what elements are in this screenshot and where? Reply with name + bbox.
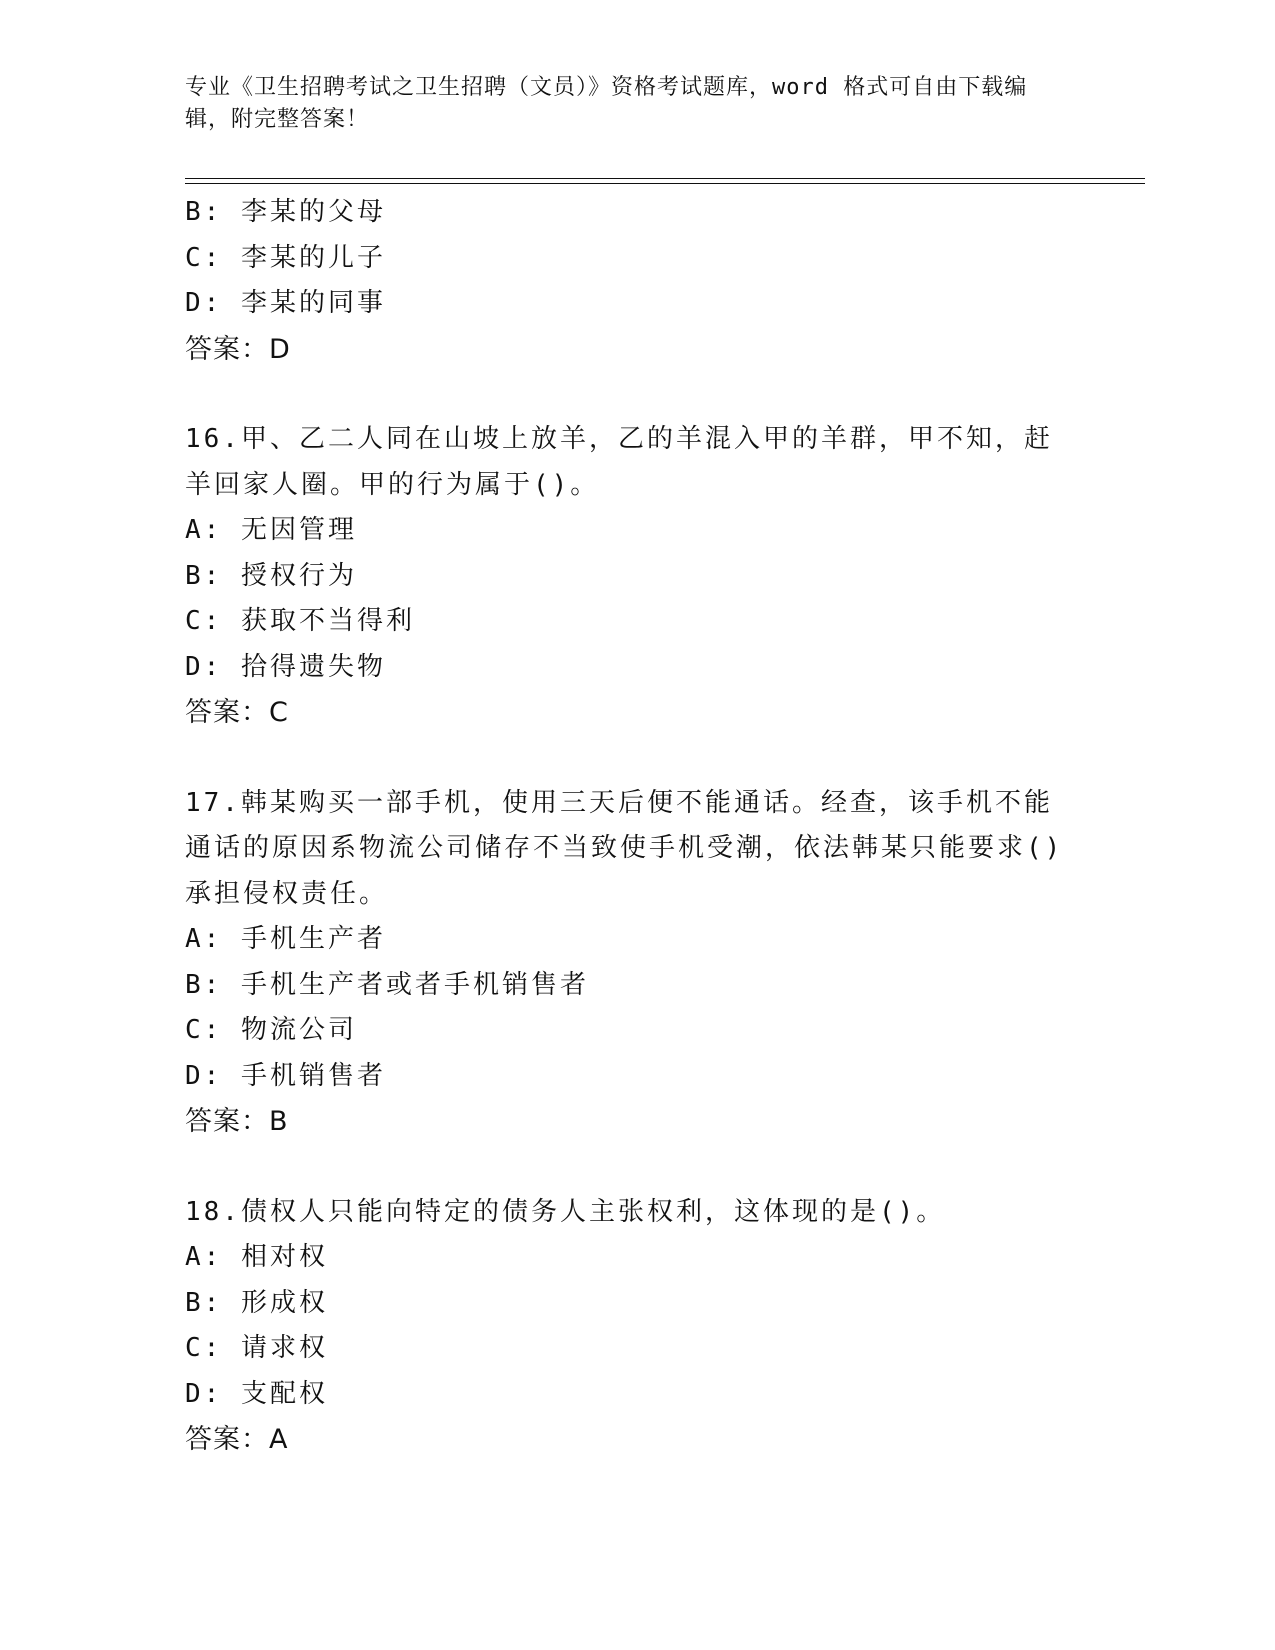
document-header: 专业《卫生招聘考试之卫生招聘（文员）》资格考试题库，word 格式可自由下载编辑，附完整答案！ xyxy=(185,75,1028,132)
question-text: 16.甲、乙二人同在山坡上放羊，乙的羊混入甲的羊群，甲不知，赶羊回家人圈。甲的行为属于()。 xyxy=(185,424,1053,500)
spacer xyxy=(185,372,1065,417)
answer-line: 答案：D xyxy=(185,333,291,365)
option-b: B: 手机生产者或者手机销售者 xyxy=(185,969,589,1000)
option-a: A: 无因管理 xyxy=(185,515,357,545)
header-double-rule xyxy=(185,178,1145,184)
option-c: C: 李某的儿子 xyxy=(185,242,386,273)
option-a: A: 手机生产者 xyxy=(185,924,386,954)
option-b: B: 形成权 xyxy=(185,1287,328,1318)
question-17 xyxy=(185,781,1065,1145)
option-b: B: 李某的父母 xyxy=(185,197,386,227)
answer-line: 答案：C xyxy=(185,697,289,728)
question-15-continued xyxy=(185,190,1065,372)
question-18 xyxy=(185,1190,1065,1463)
answer-line: 答案：B xyxy=(185,1106,289,1137)
option-c: C: 获取不当得利 xyxy=(185,606,415,636)
question-16 xyxy=(185,417,1065,736)
question-text: 17.韩某购买一部手机，使用三天后便不能通话。经查，该手机不能通话的原因系物流公司储存不当致使手机受潮，依法韩某只能要求()承担侵权责任。 xyxy=(185,787,1064,909)
spacer xyxy=(185,736,1065,781)
option-a: A: 相对权 xyxy=(185,1242,328,1272)
option-b: B: 授权行为 xyxy=(185,560,357,591)
option-d: D: 拾得遗失物 xyxy=(185,651,386,682)
option-d: D: 李某的同事 xyxy=(185,288,386,318)
question-text: 18.债权人只能向特定的债务人主张权利，这体现的是()。 xyxy=(185,1196,946,1227)
option-d: D: 支配权 xyxy=(185,1378,328,1409)
option-c: C: 物流公司 xyxy=(185,1015,357,1045)
option-c: C: 请求权 xyxy=(185,1333,328,1363)
option-d: D: 手机销售者 xyxy=(185,1060,386,1091)
answer-line: 答案：A xyxy=(185,1424,289,1455)
spacer xyxy=(185,1145,1065,1190)
document-body xyxy=(185,190,1065,1463)
